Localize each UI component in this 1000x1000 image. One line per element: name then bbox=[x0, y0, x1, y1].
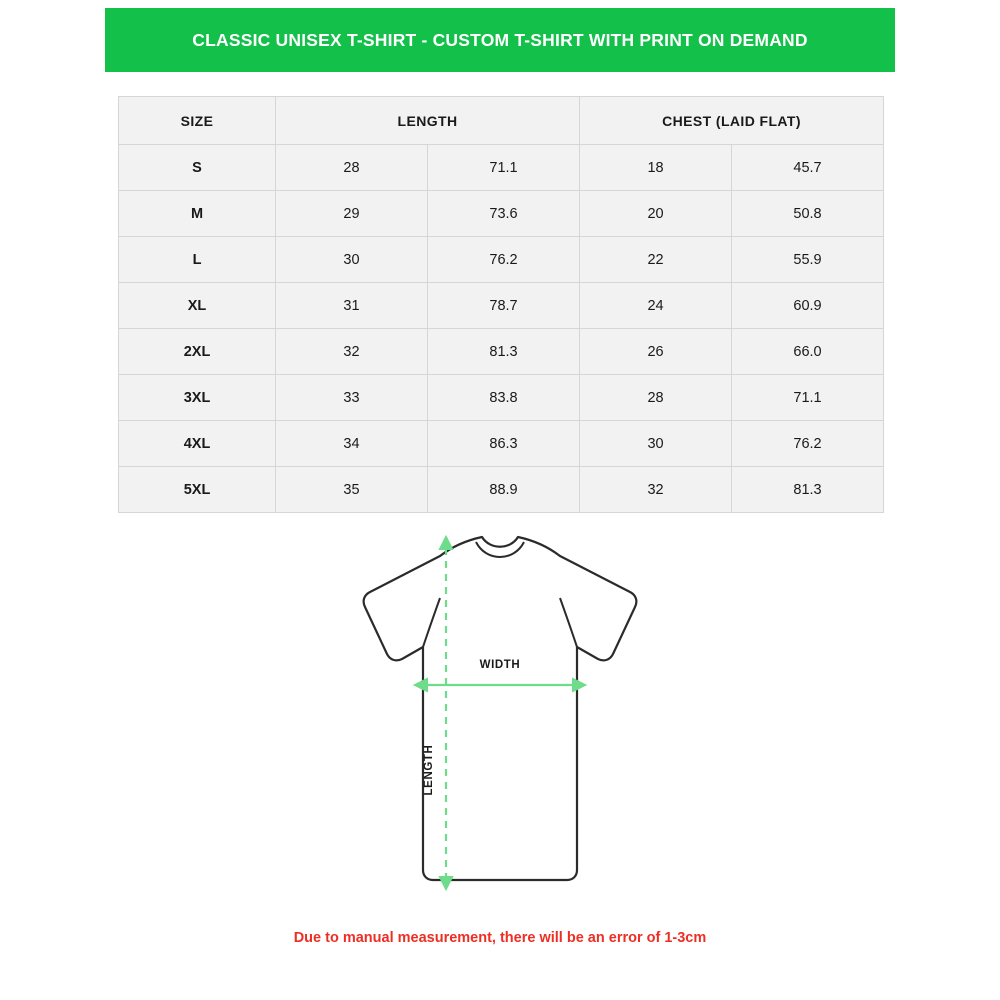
cell-length-in: 34 bbox=[276, 421, 428, 467]
cell-chest-in: 30 bbox=[580, 421, 732, 467]
cell-length-cm: 81.3 bbox=[428, 329, 580, 375]
cell-length-cm: 83.8 bbox=[428, 375, 580, 421]
cell-length-cm: 78.7 bbox=[428, 283, 580, 329]
cell-length-in: 32 bbox=[276, 329, 428, 375]
table-row bbox=[119, 329, 884, 375]
cell-length-cm: 73.6 bbox=[428, 191, 580, 237]
cell-chest-cm: 66.0 bbox=[732, 329, 884, 375]
size-chart-table bbox=[118, 96, 884, 513]
shirt-outline bbox=[364, 537, 637, 880]
column-header-size: SIZE bbox=[119, 97, 276, 145]
cell-chest-cm: 71.1 bbox=[732, 375, 884, 421]
tshirt-illustration bbox=[290, 520, 710, 920]
cell-chest-cm: 60.9 bbox=[732, 283, 884, 329]
header-banner bbox=[105, 8, 895, 72]
cell-chest-cm: 81.3 bbox=[732, 467, 884, 513]
table-body bbox=[119, 145, 884, 513]
cell-chest-in: 26 bbox=[580, 329, 732, 375]
cell-size: XL bbox=[119, 283, 276, 329]
length-label: LENGTH bbox=[423, 744, 435, 796]
cell-length-cm: 76.2 bbox=[428, 237, 580, 283]
table-row bbox=[119, 191, 884, 237]
cell-chest-in: 24 bbox=[580, 283, 732, 329]
column-header-chest: CHEST (LAID FLAT) bbox=[580, 97, 884, 145]
table-row bbox=[119, 375, 884, 421]
cell-size: 4XL bbox=[119, 421, 276, 467]
cell-chest-in: 28 bbox=[580, 375, 732, 421]
cell-length-in: 30 bbox=[276, 237, 428, 283]
cell-size: S bbox=[119, 145, 276, 191]
cell-chest-in: 20 bbox=[580, 191, 732, 237]
cell-chest-in: 18 bbox=[580, 145, 732, 191]
cell-size: M bbox=[119, 191, 276, 237]
cell-length-cm: 86.3 bbox=[428, 421, 580, 467]
cell-length-in: 33 bbox=[276, 375, 428, 421]
size-chart-table-container bbox=[118, 96, 883, 513]
page-title: CLASSIC UNISEX T-SHIRT - CUSTOM T-SHIRT WITH PRINT ON DEMAND bbox=[192, 29, 808, 50]
cell-size: L bbox=[119, 237, 276, 283]
cell-chest-cm: 76.2 bbox=[732, 421, 884, 467]
cell-length-in: 35 bbox=[276, 467, 428, 513]
measurement-disclaimer: Due to manual measurement, there will be an error of 1-3cm bbox=[293, 930, 707, 946]
cell-chest-cm: 55.9 bbox=[732, 237, 884, 283]
tshirt-diagram bbox=[0, 520, 1000, 920]
cell-chest-in: 32 bbox=[580, 467, 732, 513]
cell-size: 2XL bbox=[119, 329, 276, 375]
table-header-row bbox=[119, 97, 884, 145]
width-label: WIDTH bbox=[479, 659, 521, 671]
cell-length-in: 31 bbox=[276, 283, 428, 329]
cell-length-in: 29 bbox=[276, 191, 428, 237]
cell-chest-cm: 50.8 bbox=[732, 191, 884, 237]
cell-length-in: 28 bbox=[276, 145, 428, 191]
table-row bbox=[119, 237, 884, 283]
cell-chest-in: 22 bbox=[580, 237, 732, 283]
table-row bbox=[119, 421, 884, 467]
column-header-length: LENGTH bbox=[276, 97, 580, 145]
cell-chest-cm: 45.7 bbox=[732, 145, 884, 191]
cell-size: 3XL bbox=[119, 375, 276, 421]
table-row bbox=[119, 145, 884, 191]
cell-size: 5XL bbox=[119, 467, 276, 513]
cell-length-cm: 88.9 bbox=[428, 467, 580, 513]
table-header bbox=[119, 97, 884, 145]
table-row bbox=[119, 467, 884, 513]
table-row bbox=[119, 283, 884, 329]
cell-length-cm: 71.1 bbox=[428, 145, 580, 191]
